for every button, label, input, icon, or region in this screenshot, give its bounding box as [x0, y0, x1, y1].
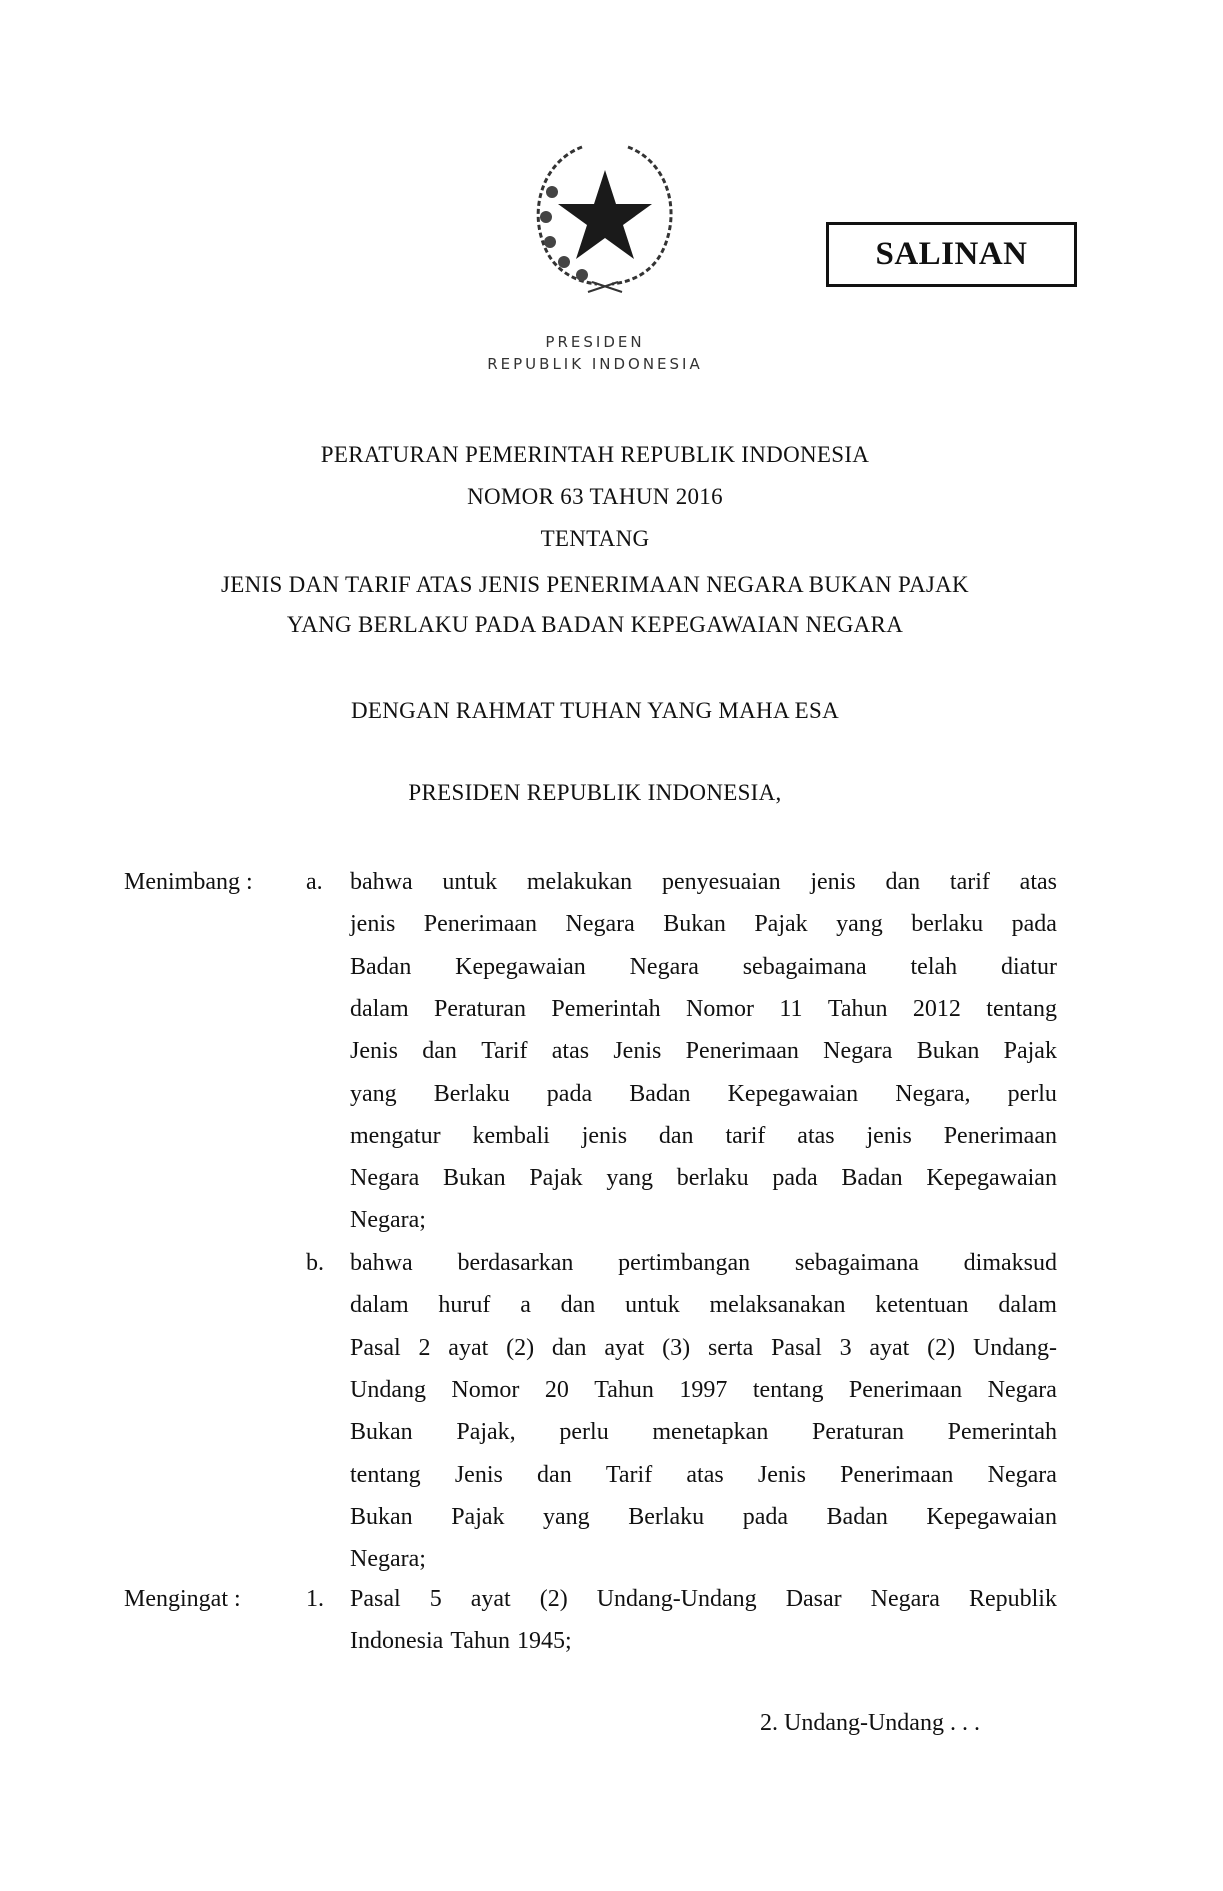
- item-text-line: Undang Nomor 20 Tahun 1997 tentang Penerimaan Negara: [350, 1376, 1057, 1403]
- document-tentang: TENTANG: [540, 526, 650, 551]
- document-subject-line-2: YANG BERLAKU PADA BADAN KEPEGAWAIAN NEGARA: [286, 612, 904, 637]
- salinan-stamp: SALINAN: [826, 222, 1077, 287]
- item-text-line: Negara;: [350, 1207, 426, 1234]
- item-marker: b.: [306, 1250, 324, 1276]
- item-text-line: Bukan Pajak yang Berlaku pada Badan Kepegawaian: [350, 1503, 1057, 1530]
- item-text-line: Pasal 2 ayat (2) dan ayat (3) serta Pasal 3 ayat (2) Undang-: [350, 1334, 1057, 1361]
- document-number: NOMOR 63 TAHUN 2016: [467, 484, 723, 509]
- blessing-line: DENGAN RAHMAT TUHAN YANG MAHA ESA: [350, 698, 840, 723]
- item-text-line: Bukan Pajak, perlu menetapkan Peraturan Pemerintah: [350, 1419, 1057, 1446]
- item-text-line: Badan Kepegawaian Negara sebagaimana telah diatur: [350, 953, 1057, 980]
- item-text-line: Pasal 5 ayat (2) Undang-Undang Dasar Negara Republik: [350, 1586, 1057, 1612]
- item-text-line: dalam Peraturan Pemerintah Nomor 11 Tahun 2012 tentang: [350, 995, 1057, 1022]
- section-label: Menimbang :: [124, 869, 253, 895]
- item-text-line: Jenis dan Tarif atas Jenis Penerimaan Negara Bukan Pajak: [350, 1038, 1057, 1065]
- document-title: PERATURAN PEMERINTAH REPUBLIK INDONESIA: [320, 442, 870, 467]
- item-text-line: bahwa berdasarkan pertimbangan sebagaimana dimaksud: [350, 1250, 1057, 1276]
- garuda-emblem-star-icon: [522, 132, 688, 298]
- document-subject-line-1: JENIS DAN TARIF ATAS JENIS PENERIMAAN NEGARA BUKAN PAJAK: [221, 572, 969, 597]
- item-text-line: mengatur kembali jenis dan tarif atas jenis Penerimaan: [350, 1122, 1057, 1149]
- item-text-line: Negara Bukan Pajak yang berlaku pada Badan Kepegawaian: [350, 1165, 1057, 1192]
- item-text-line: Indonesia Tahun 1945;: [350, 1628, 572, 1655]
- item-marker: 1.: [306, 1586, 324, 1612]
- office-line-2: REPUBLIK INDONESIA: [487, 355, 703, 373]
- item-text-line: Negara;: [350, 1546, 426, 1573]
- item-text-line: tentang Jenis dan Tarif atas Jenis Penerimaan Negara: [350, 1461, 1057, 1488]
- page-continuation: 2. Undang-Undang . . .: [760, 1710, 980, 1736]
- item-text-line: dalam huruf a dan untuk melaksanakan ketentuan dalam: [350, 1292, 1057, 1319]
- item-text-line: bahwa untuk melakukan penyesuaian jenis dan tarif atas: [350, 869, 1057, 895]
- office-line-1: PRESIDEN: [545, 333, 645, 351]
- section-label: Mengingat :: [124, 1586, 241, 1612]
- item-text-line: yang Berlaku pada Badan Kepegawaian Negara, perlu: [350, 1080, 1057, 1107]
- item-marker: a.: [306, 869, 323, 895]
- president-line: PRESIDEN REPUBLIK INDONESIA,: [408, 780, 782, 805]
- item-text-line: jenis Penerimaan Negara Bukan Pajak yang berlaku pada: [350, 911, 1057, 938]
